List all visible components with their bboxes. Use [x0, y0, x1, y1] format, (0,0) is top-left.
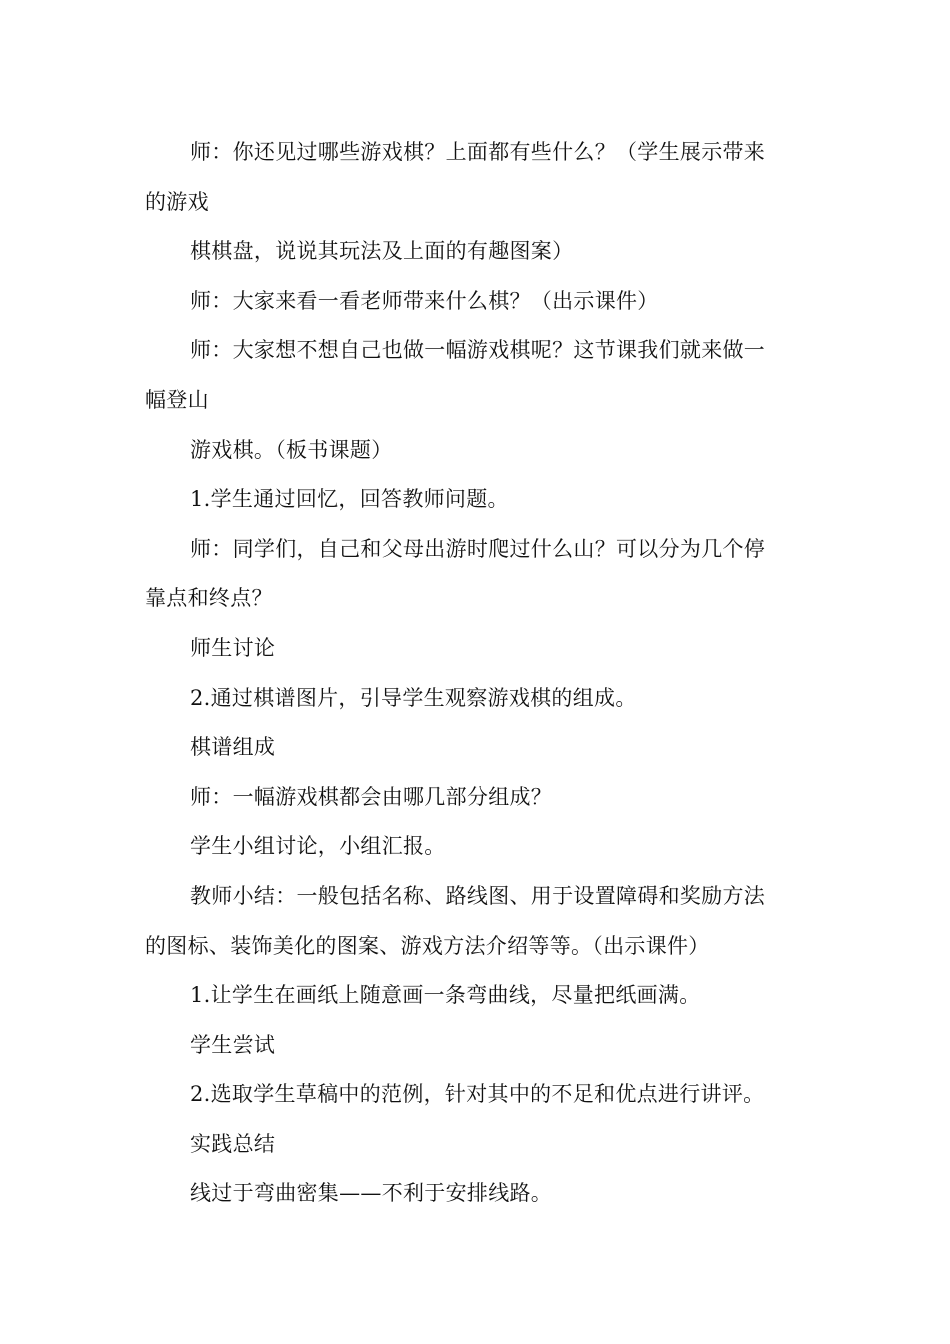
text-line: 师：同学们，自己和父母出游时爬过什么山？可以分为几个停	[190, 536, 766, 561]
text-line: 1.让学生在画纸上随意画一条弯曲线，尽量把纸画满。	[190, 983, 701, 1008]
text-line: 1.学生通过回忆，回答教师问题。	[190, 487, 509, 512]
text-line: 师：一幅游戏棋都会由哪几部分组成？	[190, 784, 553, 809]
text-line: 教师小结：一般包括名称、路线图、用于设置障碍和奖励方法	[190, 883, 766, 908]
text-line: 2.选取学生草稿中的范例，针对其中的不足和优点进行讲评。	[190, 1082, 765, 1107]
text-line: 棋棋盘，说说其玩法及上面的有趣图案）	[190, 239, 574, 264]
text-line: 师：大家来看一看老师带来什么棋？（出示课件）	[190, 288, 659, 313]
text-line: 学生尝试	[190, 1032, 276, 1057]
text-line: 幅登山	[145, 387, 209, 412]
text-line: 师：大家想不想自己也做一幅游戏棋呢？这节课我们就来做一	[190, 338, 766, 363]
text-line: 2.通过棋谱图片，引导学生观察游戏棋的组成。	[190, 685, 637, 710]
text-line: 实践总结	[190, 1131, 276, 1156]
text-line: 的图标、装饰美化的图案、游戏方法介绍等等。（出示课件）	[145, 933, 710, 958]
text-line: 棋谱组成	[190, 735, 276, 760]
text-line: 师：你还见过哪些游戏棋？上面都有些什么？（学生展示带来	[190, 140, 766, 164]
text-line: 靠点和终点？	[145, 586, 273, 611]
text-line: 游戏棋。（板书课题）	[190, 437, 393, 462]
text-line: 师生讨论	[190, 635, 276, 660]
document-body	[145, 128, 800, 1219]
text-line: 的游戏	[145, 189, 209, 214]
text-line: 学生小组讨论，小组汇报。	[190, 834, 446, 859]
text-line: 线过于弯曲密集——不利于安排线路。	[190, 1181, 553, 1206]
